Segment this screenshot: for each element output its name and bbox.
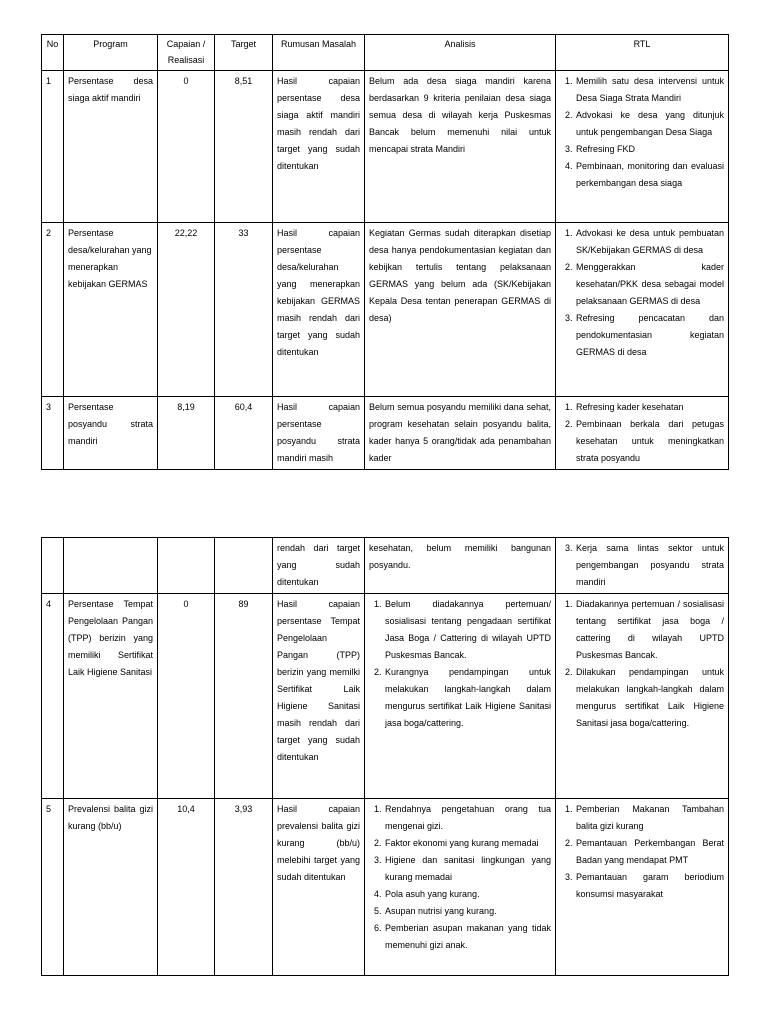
list-item: 1. Refresing kader kesehatan [575,399,724,416]
list-item: 3. Pemantauan garam beriodium konsumsi masyarakat [575,869,724,903]
cell-program: Persentase posyandu strata mandiri [64,397,158,470]
list-item: 1. Advokasi ke desa untuk pembuatan SK/Kebijakan GERMAS di desa [575,225,724,259]
rtl-list [560,596,724,732]
cell-capaian [158,538,215,594]
cell-program: Prevalensi balita gizi kurang (bb/u) [64,799,158,976]
analisis-list [369,801,551,954]
cell-no: 3 [42,397,64,470]
cell-rtl [556,594,729,799]
cell-target: 60,4 [215,397,273,470]
cell-analisis: kesehatan, belum memiliki bangunan posyandu. [365,538,556,594]
cell-rtl [556,538,729,594]
list-item: 3. Refresing FKD [575,141,724,158]
cell-capaian: 10,4 [158,799,215,976]
cell-program: Persentase desa siaga aktif mandiri [64,71,158,223]
cell-analisis [365,594,556,799]
rtl-table-part-1 [41,34,729,470]
header-program: Program [64,35,158,71]
list-item: 2. Kurangnya pendampingan untuk melakukan langkah-langkah dalam mengurus sertifikat Laik Higiene Sanitasi jasa boga/cattering. [384,664,551,732]
cell-capaian: 0 [158,71,215,223]
cell-capaian: 8,19 [158,397,215,470]
list-item: 2. Dilakukan pendampingan untuk melakukan langkah-langkah dalam mengurus sertifikat Laik Higiene Sanitasi jasa boga/cattering. [575,664,724,732]
cell-analisis: Belum ada desa siaga mandiri karena berdasarkan 9 kriteria penilaian desa siaga semua desa di wilayah kerja Puskesmas Bancak belum memenuhi nilai untuk mencapai strata Mandiri [365,71,556,223]
header-capaian: Capaian / Realisasi [158,35,215,71]
list-item: 5. Asupan nutrisi yang kurang. [384,903,551,920]
cell-no: 4 [42,594,64,799]
table-row [42,799,729,976]
cell-rtl [556,799,729,976]
cell-no: 5 [42,799,64,976]
list-item: 4. Pola asuh yang kurang. [384,886,551,903]
rtl-list [560,801,724,903]
list-item: 3. Higiene dan sanitasi lingkungan yang kurang memadai [384,852,551,886]
header-target: Target [215,35,273,71]
cell-rtl [556,71,729,223]
cell-rumusan: Hasil capaian persentase desa siaga aktif mandiri masih rendah dari target yang sudah ditentukan [273,71,365,223]
rtl-list [560,225,724,361]
cell-target: 3,93 [215,799,273,976]
table-header-row [42,35,729,71]
list-item: 2. Faktor ekonomi yang kurang memadai [384,835,551,852]
cell-rumusan: Hasil capaian persentase desa/kelurahan yang menerapkan kebijakan GERMAS masih rendah dari target yang sudah ditentukan [273,223,365,397]
cell-analisis: Kegiatan Germas sudah diterapkan disetiap desa hanya pendokumentasian kegiatan dan kebijkan tertulis tentang pelaksanaan GERMAS yang belum ada (SK/Kebijakan Kepala Desa tentan penerapan GERMAS di desa) [365,223,556,397]
cell-rumusan: Hasil capaian persentase Tempat Pengelolaan Pangan (TPP) berizin yang memilki Sertifikat Laik Higiene Sanitasi masih rendah dari target yang sudah ditentukan [273,594,365,799]
table-row-continuation [42,538,729,594]
list-item: 6. Pemberian asupan makanan yang tidak memenuhi gizi anak. [384,920,551,954]
cell-rtl [556,397,729,470]
cell-target: 8,51 [215,71,273,223]
list-item: 3. Kerja sama lintas sektor untuk pengembangan posyandu strata mandiri [575,540,724,591]
cell-capaian: 22,22 [158,223,215,397]
cell-rumusan: Hasil capaian prevalensi balita gizi kurang (bb/u) melebihi target yang sudah ditentukan [273,799,365,976]
rtl-list [560,540,724,591]
cell-no: 2 [42,223,64,397]
list-item: 2. Menggerakkan kader kesehatan/PKK desa sebagai model pelaksanaan GERMAS di desa [575,259,724,310]
header-rtl: RTL [556,35,729,71]
list-item: 1. Pemberian Makanan Tambahan balita gizi kurang [575,801,724,835]
cell-rtl [556,223,729,397]
cell-no [42,538,64,594]
list-item: 2. Pemantauan Perkembangan Berat Badan yang mendapat PMT [575,835,724,869]
cell-analisis [365,799,556,976]
table-row [42,71,729,223]
rtl-list [560,73,724,192]
cell-rumusan: Hasil capaian persentase posyandu strata mandiri masih [273,397,365,470]
list-item: 1. Belum diadakannya pertemuan/ sosialisasi tentang pengadaan sertifikat Jasa Boga / Cattering di wilayah UPTD Puskesmas Bancak. [384,596,551,664]
list-item: 1. Rendahnya pengetahuan orang tua mengenai gizi. [384,801,551,835]
rtl-list [560,399,724,467]
cell-target: 33 [215,223,273,397]
cell-analisis: Belum semua posyandu memiliki dana sehat, program kesehatan selain posyandu balita, kader hanya 5 orang/tidak ada penambahan kader [365,397,556,470]
header-rumusan: Rumusan Masalah [273,35,365,71]
list-item: 1. Memilih satu desa intervensi untuk Desa Siaga Strata Mandiri [575,73,724,107]
cell-no: 1 [42,71,64,223]
table-row [42,223,729,397]
table-row [42,594,729,799]
cell-program [64,538,158,594]
analisis-list [369,596,551,732]
list-item: 3. Refresing pencacatan dan pendokumentasian kegiatan GERMAS di desa [575,310,724,361]
cell-program: Persentase Tempat Pengelolaan Pangan (TPP) berizin yang memiliki Sertifikat Laik Higiene Sanitasi [64,594,158,799]
cell-target [215,538,273,594]
cell-program: Persentase desa/kelurahan yang menerapkan kebijakan GERMAS [64,223,158,397]
header-no: No [42,35,64,71]
list-item: 2. Advokasi ke desa yang ditunjuk untuk pengembangan Desa Siaga [575,107,724,141]
cell-capaian: 0 [158,594,215,799]
cell-target: 89 [215,594,273,799]
cell-rumusan: rendah dari target yang sudah ditentukan [273,538,365,594]
list-item: 2. Pembinaan berkala dari petugas kesehatan untuk meningkatkan strata posyandu [575,416,724,467]
header-analisis: Analisis [365,35,556,71]
table-row [42,397,729,470]
list-item: 4. Pembinaan, monitoring dan evaluasi perkembangan desa siaga [575,158,724,192]
rtl-table-part-2 [41,537,729,976]
list-item: 1. Diadakannya pertemuan / sosialisasi tentang sertifikat jasa boga / cattering di wilayah UPTD Puskesmas Bancak. [575,596,724,664]
